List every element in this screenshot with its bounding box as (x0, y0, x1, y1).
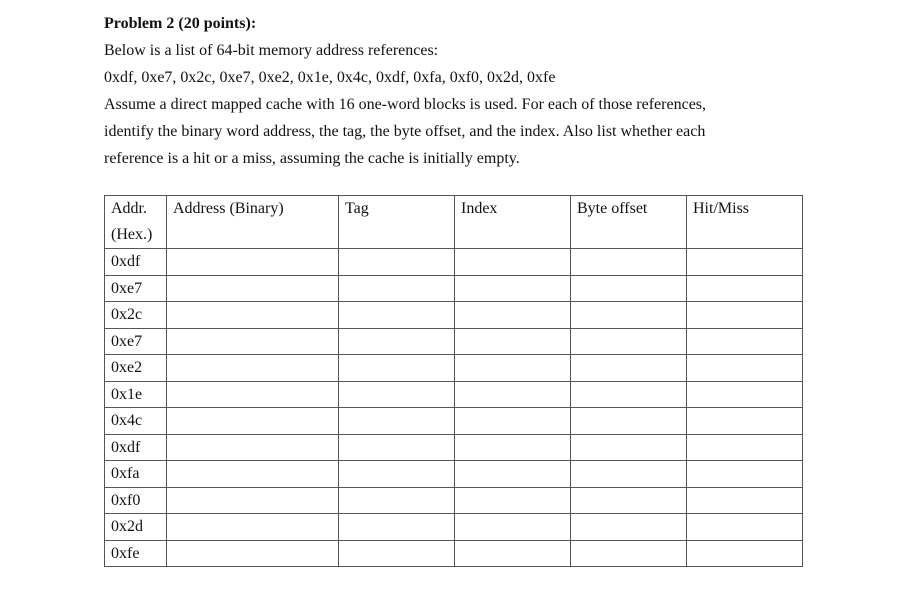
cell-tag (339, 408, 455, 435)
cell-index (455, 408, 571, 435)
cell-byte-offset (571, 487, 687, 514)
cell-address-binary (167, 514, 339, 541)
cell-address-binary (167, 381, 339, 408)
cell-index (455, 249, 571, 276)
cell-addr-hex: 0xfe (105, 540, 167, 567)
cell-byte-offset (571, 355, 687, 382)
cell-address-binary (167, 540, 339, 567)
cell-byte-offset (571, 249, 687, 276)
cell-hit-miss (687, 434, 803, 461)
cell-byte-offset (571, 328, 687, 355)
cell-index (455, 302, 571, 329)
cell-tag (339, 434, 455, 461)
cell-address-binary (167, 328, 339, 355)
cell-index (455, 540, 571, 567)
table-row (105, 328, 803, 355)
table-row (105, 381, 803, 408)
cell-index (455, 514, 571, 541)
cell-hit-miss (687, 355, 803, 382)
cell-addr-hex: 0xdf (105, 249, 167, 276)
cell-tag (339, 275, 455, 302)
table-row (105, 249, 803, 276)
cell-hit-miss (687, 275, 803, 302)
cell-byte-offset (571, 381, 687, 408)
cell-index (455, 381, 571, 408)
cell-tag (339, 514, 455, 541)
cell-addr-hex: 0x2c (105, 302, 167, 329)
cell-addr-hex: 0xe7 (105, 328, 167, 355)
address-list: 0xdf, 0xe7, 0x2c, 0xe7, 0xe2, 0x1e, 0x4c, 0xdf, 0xfa, 0xf0, 0x2d, 0xfe (104, 69, 556, 86)
table-row (105, 461, 803, 488)
cell-address-binary (167, 487, 339, 514)
table-row (105, 275, 803, 302)
cell-hit-miss (687, 461, 803, 488)
cell-addr-hex: 0xf0 (105, 487, 167, 514)
cell-hit-miss (687, 408, 803, 435)
table-row (105, 487, 803, 514)
cell-tag (339, 381, 455, 408)
cell-tag (339, 302, 455, 329)
table-row (105, 302, 803, 329)
cell-byte-offset (571, 408, 687, 435)
cell-addr-hex: 0x4c (105, 408, 167, 435)
cell-hit-miss (687, 514, 803, 541)
cell-byte-offset (571, 302, 687, 329)
header-hit-miss: Hit/Miss (687, 196, 803, 249)
cell-address-binary (167, 249, 339, 276)
header-byte-offset: Byte offset (571, 196, 687, 249)
cell-addr-hex: 0x2d (105, 514, 167, 541)
cell-byte-offset (571, 461, 687, 488)
cell-byte-offset (571, 434, 687, 461)
cache-answer-table (104, 195, 803, 567)
table-row (105, 355, 803, 382)
table-body (105, 249, 803, 567)
cell-addr-hex: 0xdf (105, 434, 167, 461)
problem-intro-line: Below is a list of 64-bit memory address references: (104, 42, 439, 59)
cell-byte-offset (571, 514, 687, 541)
cell-hit-miss (687, 302, 803, 329)
table-header-row (105, 196, 803, 249)
problem-instruction-line-2: identify the binary word address, the tag, the byte offset, and the index. Also list whether each (104, 123, 706, 140)
table-row (105, 514, 803, 541)
cell-tag (339, 540, 455, 567)
cell-index (455, 275, 571, 302)
cell-hit-miss (687, 487, 803, 514)
cell-addr-hex: 0x1e (105, 381, 167, 408)
cell-byte-offset (571, 540, 687, 567)
header-index: Index (455, 196, 571, 249)
problem-instruction-line-3: reference is a hit or a miss, assuming the cache is initially empty. (104, 150, 520, 167)
problem-instruction-line-1: Assume a direct mapped cache with 16 one-word blocks is used. For each of those references, (104, 96, 707, 113)
table-row (105, 408, 803, 435)
cell-byte-offset (571, 275, 687, 302)
cell-address-binary (167, 355, 339, 382)
cell-tag (339, 355, 455, 382)
cell-hit-miss (687, 381, 803, 408)
cell-address-binary (167, 461, 339, 488)
cell-hit-miss (687, 328, 803, 355)
header-tag: Tag (339, 196, 455, 249)
header-addr-hex: Addr. (Hex.) (105, 196, 167, 249)
cell-hit-miss (687, 249, 803, 276)
cell-addr-hex: 0xe2 (105, 355, 167, 382)
cell-hit-miss (687, 540, 803, 567)
cell-address-binary (167, 302, 339, 329)
table-row (105, 434, 803, 461)
table-row (105, 540, 803, 567)
cell-index (455, 328, 571, 355)
cell-addr-hex: 0xe7 (105, 275, 167, 302)
cell-address-binary (167, 408, 339, 435)
cell-index (455, 461, 571, 488)
cell-index (455, 434, 571, 461)
cell-tag (339, 461, 455, 488)
cell-tag (339, 487, 455, 514)
problem-heading: Problem 2 (20 points): (104, 15, 257, 32)
cell-index (455, 355, 571, 382)
cell-address-binary (167, 275, 339, 302)
cell-addr-hex: 0xfa (105, 461, 167, 488)
header-address-binary: Address (Binary) (167, 196, 339, 249)
cell-tag (339, 328, 455, 355)
cell-address-binary (167, 434, 339, 461)
cell-index (455, 487, 571, 514)
problem-text (104, 10, 804, 172)
cell-tag (339, 249, 455, 276)
